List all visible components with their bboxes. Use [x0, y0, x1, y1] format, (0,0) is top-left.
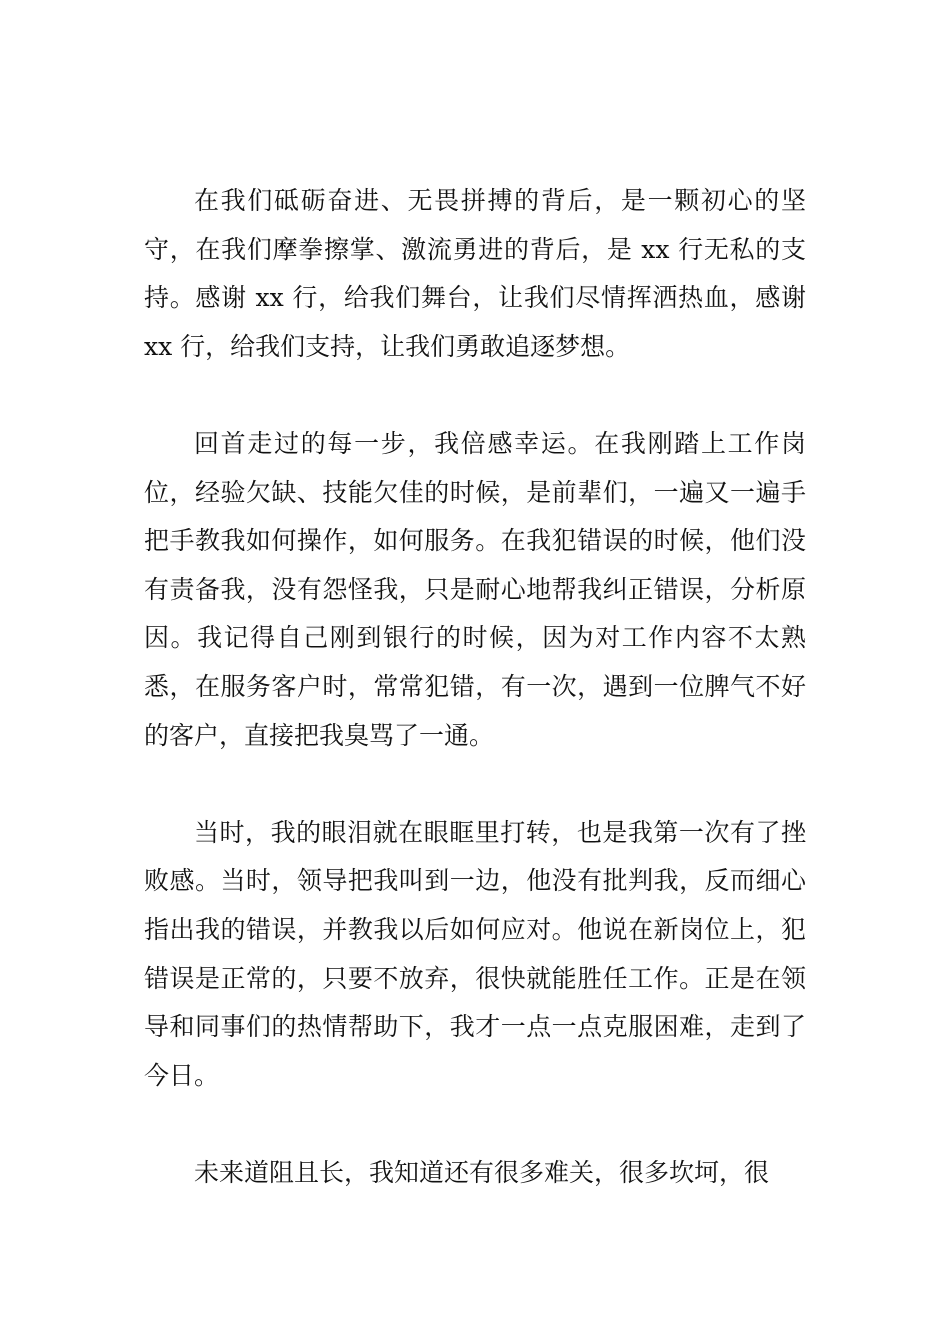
paragraph-future: 未来道阻且长，我知道还有很多难关，很多坎坷，很 — [194, 1157, 770, 1187]
document-body — [144, 177, 806, 1197]
paragraph-gratitude: 在我们砥砺奋进、无畏拼搏的背后，是一颗初心的坚守，在我们摩拳擦掌、激流勇进的背后，是 xx 行无私的支持。感谢 xx 行，给我们舞台，让我们尽情挥洒热血，感谢 xx 行，给我们支持，让我们勇敢追逐梦想。 — [144, 186, 806, 361]
paragraph-setback: 当时，我的眼泪就在眼眶里打转，也是我第一次有了挫败感。当时，领导把我叫到一边，他没有批判我，反而细心指出我的错误，并教我以后如何应对。他说在新岗位上，犯错误是正常的，只要不放弃，很快就能胜任工作。正是在领导和同事们的热情帮助下，我才一点一点克服困难，走到了今日。 — [144, 817, 806, 1090]
paragraph-looking-back: 回首走过的每一步，我倍感幸运。在我刚踏上工作岗位，经验欠缺、技能欠佳的时候，是前辈们，一遍又一遍手把手教我如何操作，如何服务。在我犯错误的时候，他们没有责备我，没有怨怪我，只是耐心地帮我纠正错误，分析原因。我记得自己刚到银行的时候，因为对工作内容不太熟悉，在服务客户时，常常犯错，有一次，遇到一位脾气不好的客户，直接把我臭骂了一通。 — [144, 428, 806, 750]
